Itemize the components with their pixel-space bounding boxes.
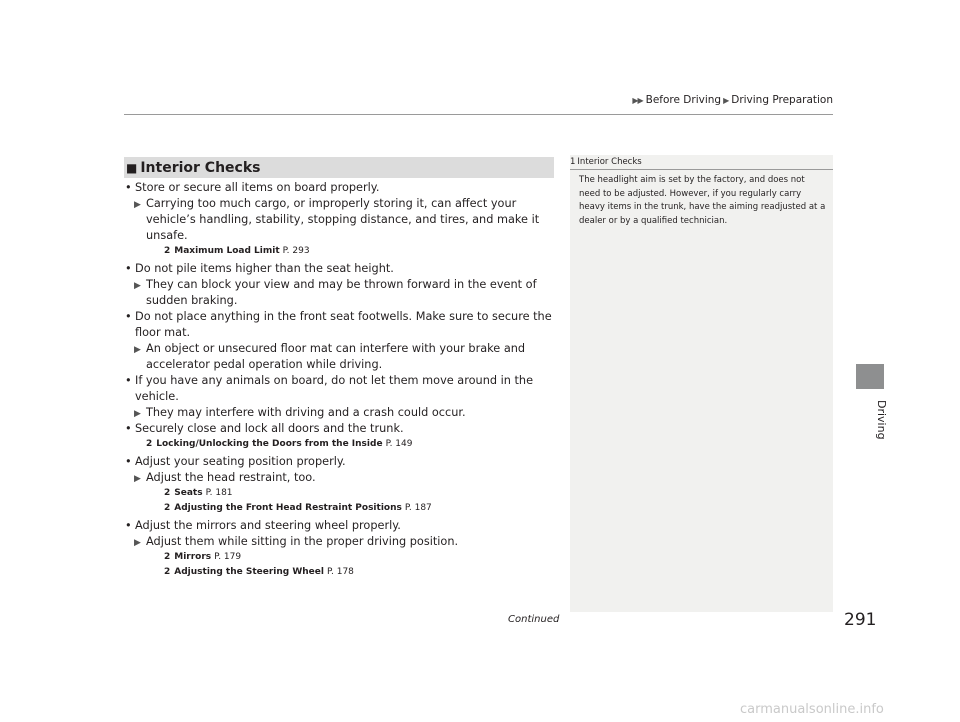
note-body: The headlight aim is set by the factory, and does not need to be adjusted. However, if you regularly carry heavy items in the trunk, have the aiming readjusted at a dealer or by a qualified technician.: [579, 175, 826, 226]
triangle-icon: ▶: [134, 409, 141, 419]
breadcrumb: [0, 94, 833, 106]
reference-title[interactable]: Adjusting the Front Head Restraint Positions: [174, 503, 402, 513]
reference-icon: 2: [146, 439, 153, 449]
reference-page[interactable]: P. 187: [404, 503, 432, 513]
reference-icon: 2: [164, 488, 171, 498]
sub-item: [124, 470, 559, 486]
chapter-label: Driving: [875, 400, 888, 440]
note-marker-icon: 1: [570, 157, 576, 167]
sub-item-text: Adjust the head restraint, too.: [146, 471, 316, 484]
item-text: Adjust your seating position properly.: [135, 455, 346, 468]
bullet-dot-icon: •: [125, 181, 132, 194]
cross-reference[interactable]: [124, 437, 559, 452]
cross-reference[interactable]: [124, 565, 559, 580]
sub-item-text: Carrying too much cargo, or improperly storing it, can affect your vehicle’s handling, stability, stopping distance, and tires, and make it unsafe.: [146, 197, 540, 242]
bullet-dot-icon: •: [125, 455, 132, 468]
reference-icon: 2: [164, 503, 171, 513]
reference-title[interactable]: Mirrors: [174, 552, 212, 562]
section-title: Interior Checks: [140, 159, 261, 176]
cross-reference[interactable]: [124, 486, 559, 501]
note-title-text: Interior Checks: [577, 157, 642, 167]
reference-page[interactable]: P. 181: [205, 488, 233, 498]
chapter-tab-marker: [856, 364, 884, 389]
sub-item-text: They may interfere with driving and a crash could occur.: [146, 406, 466, 419]
reference-icon: 2: [164, 567, 171, 577]
breadcrumb-before-driving: Before Driving: [645, 94, 722, 106]
sub-item-text: Adjust them while sitting in the proper driving position.: [146, 535, 459, 548]
double-arrow-icon: ▶▶: [632, 96, 643, 105]
triangle-icon: ▶: [134, 538, 141, 548]
reference-icon: 2: [164, 246, 171, 256]
reference-title[interactable]: Maximum Load Limit: [174, 246, 280, 256]
list-item: [124, 454, 559, 470]
reference-page[interactable]: P. 149: [385, 439, 413, 449]
watermark: carmanualsonline.info: [740, 702, 884, 717]
continued-label: Continued: [508, 614, 560, 625]
reference-page[interactable]: P. 293: [282, 246, 310, 256]
page-number: 291: [844, 610, 877, 630]
cross-reference[interactable]: [124, 550, 559, 565]
reference-page[interactable]: P. 179: [214, 552, 242, 562]
checklist: [124, 180, 559, 580]
list-item: [124, 373, 559, 405]
breadcrumb-driving-preparation: Driving Preparation: [731, 94, 833, 106]
sub-item-text: They can block your view and may be thrown forward in the event of sudden braking.: [146, 278, 537, 307]
triangle-icon: ▶: [134, 474, 141, 484]
item-text: Securely close and lock all doors and the trunk.: [135, 422, 404, 435]
sub-item: [124, 277, 559, 309]
sub-item: [124, 196, 559, 244]
bullet-dot-icon: •: [125, 422, 132, 435]
arrow-icon: ▶: [723, 96, 730, 105]
item-text: Store or secure all items on board properly.: [135, 181, 380, 194]
triangle-icon: ▶: [134, 200, 141, 210]
section-heading: [124, 157, 554, 178]
reference-title[interactable]: Seats: [174, 488, 203, 498]
reference-page[interactable]: P. 178: [326, 567, 354, 577]
item-text: Adjust the mirrors and steering wheel properly.: [135, 519, 401, 532]
reference-title[interactable]: Adjusting the Steering Wheel: [174, 567, 324, 577]
bullet-dot-icon: •: [125, 374, 132, 387]
list-item: [124, 180, 559, 196]
list-item: [124, 518, 559, 534]
item-text: Do not pile items higher than the seat height.: [135, 262, 394, 275]
bullet-dot-icon: •: [125, 262, 132, 275]
sub-item: [124, 341, 559, 373]
bullet-dot-icon: •: [125, 310, 132, 323]
bullet-dot-icon: •: [125, 519, 132, 532]
item-text: If you have any animals on board, do not let them move around in the vehicle.: [135, 374, 534, 403]
sub-item: [124, 534, 559, 550]
note-title: [570, 157, 833, 170]
item-text: Do not place anything in the front seat footwells. Make sure to secure the floor mat.: [135, 310, 552, 339]
reference-title[interactable]: Locking/Unlocking the Doors from the Inside: [156, 439, 383, 449]
list-item: [124, 421, 559, 437]
list-item: [124, 261, 559, 277]
cross-reference[interactable]: [124, 244, 559, 259]
cross-reference[interactable]: [124, 501, 559, 516]
square-bullet-icon: ■: [126, 160, 138, 175]
reference-icon: 2: [164, 552, 171, 562]
triangle-icon: ▶: [134, 281, 141, 291]
triangle-icon: ▶: [134, 345, 141, 355]
sub-item-text: An object or unsecured floor mat can interfere with your brake and accelerator pedal operation while driving.: [146, 342, 526, 371]
sub-item: [124, 405, 559, 421]
header-divider: [124, 114, 833, 115]
list-item: [124, 309, 559, 341]
